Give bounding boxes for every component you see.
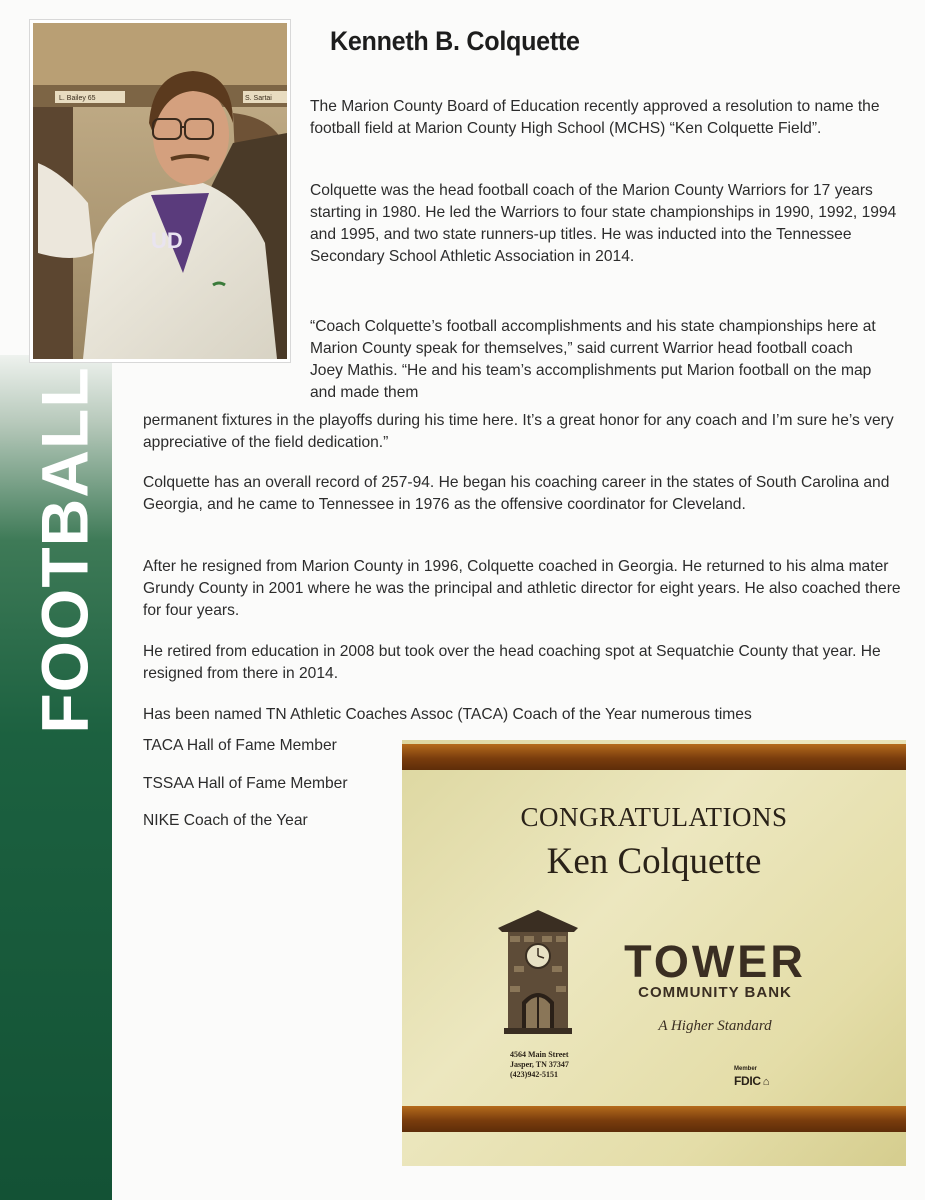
clock-tower-icon bbox=[494, 906, 582, 1036]
ad-address-street: 4564 Main Street bbox=[510, 1050, 569, 1059]
ad-bottom-bar bbox=[402, 1106, 906, 1132]
paragraph-grundy: After he resigned from Marion County in 1996, Colquette coached in Georgia. He returned to his alma mater Grundy County in 2001 where he was the principal and athletic director for eight years. He also coached there for four years. bbox=[143, 558, 901, 619]
fdic-label: FDIC bbox=[734, 1074, 761, 1088]
honor-nike-coach: NIKE Coach of the Year bbox=[143, 812, 308, 829]
honor-taca-hof: TACA Hall of Fame Member bbox=[143, 737, 337, 754]
page-title: Kenneth B. Colquette bbox=[330, 26, 580, 56]
ad-honoree-name: Ken Colquette bbox=[546, 841, 762, 882]
ad-address-city: Jasper, TN 37347 bbox=[510, 1060, 569, 1069]
paragraph-quote-start: “Coach Colquette’s football accomplishments and his state championships here at Marion County speak for themselves,” said current Warrior head football coach Joey Mathis. “He and his team’s accomplishments put Marion football on the map and made them bbox=[310, 318, 876, 401]
shelf-label-right: S. Sartai bbox=[245, 95, 272, 102]
ad-tagline: A Higher Standard bbox=[658, 1018, 772, 1034]
fdic-logo bbox=[734, 1066, 769, 1090]
paragraph-taca-coach: Has been named TN Athletic Coaches Assoc (TACA) Coach of the Year numerous times bbox=[143, 706, 752, 723]
ad-bank-subtitle: COMMUNITY BANK bbox=[638, 984, 792, 1001]
paragraph-resolution: The Marion County Board of Education recently approved a resolution to name the football field at Marion County High School (MCHS) “Ken Colquette Field”. bbox=[310, 98, 880, 137]
ad-congratulations: CONGRATULATIONS bbox=[520, 802, 788, 832]
coach-photo-image bbox=[33, 23, 287, 359]
ad-address bbox=[510, 1050, 569, 1080]
shelf-label-left: L. Bailey 65 bbox=[59, 95, 96, 102]
paragraph-retired: He retired from education in 2008 but took over the head coaching spot at Sequatchie County that year. He resigned from there in 2014. bbox=[143, 643, 881, 682]
ad-top-bar bbox=[402, 744, 906, 770]
football-side-label-wrap bbox=[28, 366, 103, 734]
paragraph-career: Colquette was the head football coach of the Marion County Warriors for 17 years starting in 1980. He led the Warriors to four state championships in 1990, 1992, 1994 and 1995, and two state runners-up titles. He was inducted into the Tennessee Secondary School Athletic Association in 2014. bbox=[310, 182, 897, 265]
paragraph-record: Colquette has an overall record of 257-94. He began his coaching career in the states of South Carolina and Georgia, and he came to Tennessee in 1976 as the offensive coordinator for Cleveland. bbox=[143, 474, 890, 513]
football-side-label: FOOTBALL bbox=[28, 366, 103, 734]
fdic-member-label: Member bbox=[734, 1066, 758, 1072]
equal-housing-icon: ⌂ bbox=[762, 1076, 770, 1088]
tower-bank-ad bbox=[402, 740, 906, 1166]
honor-tssaa-hof: TSSAA Hall of Fame Member bbox=[143, 775, 348, 792]
svg-text:UD: UD bbox=[151, 228, 183, 253]
paragraph-quote-end: permanent fixtures in the playoffs during his time here. It’s a great honor for any coach and I’m sure he’s very appreciative of the field dedication.” bbox=[143, 412, 894, 451]
coach-photo bbox=[30, 20, 290, 362]
ad-bank-name: TOWER bbox=[624, 936, 806, 987]
ad-address-phone: (423)942-5151 bbox=[510, 1070, 558, 1079]
